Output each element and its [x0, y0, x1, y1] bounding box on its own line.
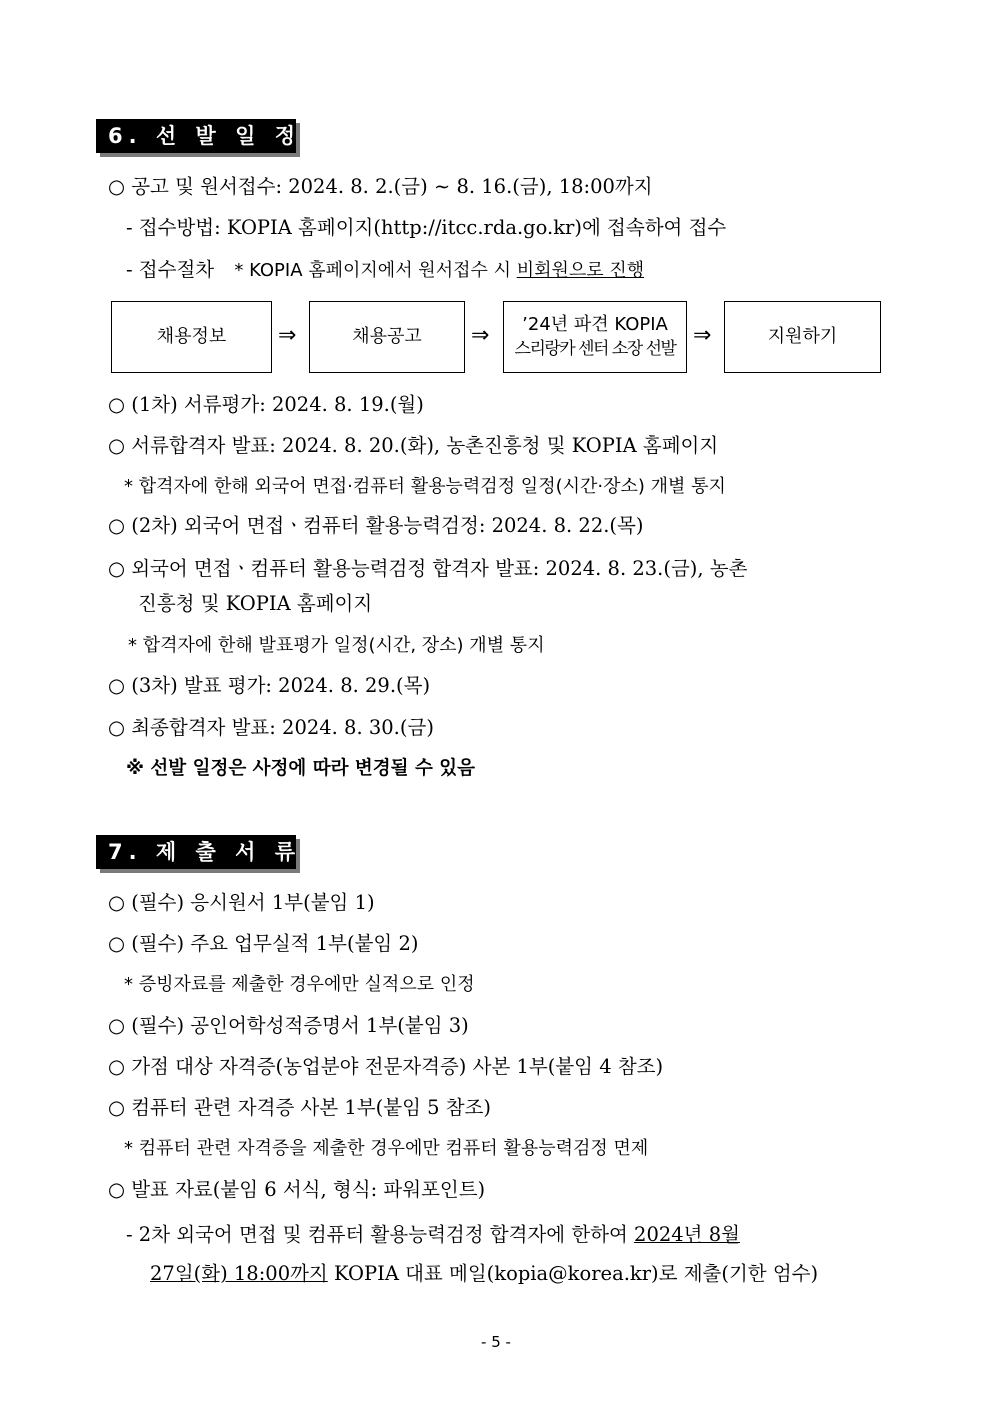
presentation-eval-line: ○ (3차) 발표 평가: 2024. 8. 29.(목) — [108, 674, 431, 697]
deadline-date-part1: 2024년 8월 — [634, 1223, 740, 1246]
interview-notice-line: * 합격자에 한해 외국어 면접·컴퓨터 활용능력검정 일정(시간·장소) 개별 통지 — [124, 476, 726, 497]
flow-box-job-posting — [309, 301, 465, 373]
deadline-text: - 2차 외국어 면접 및 컴퓨터 활용능력검정 합격자에 한하여 — [126, 1223, 635, 1246]
procedure-label: - 접수절차 — [126, 258, 215, 281]
section-6-title: 6. 선 발 일 정 — [96, 119, 296, 153]
flow-arrow-2: ⇒ — [471, 323, 490, 348]
doc-presentation-deadline — [126, 1221, 740, 1249]
doc-language-cert: ○ (필수) 공인어학성적증명서 1부(붙임 3) — [108, 1014, 469, 1037]
section-7-title: 7. 제 출 서 류 — [96, 835, 296, 869]
presentation-notice-line: * 합격자에 한해 발표평가 일정(시간, 장소) 개별 통지 — [128, 635, 545, 656]
schedule-change-note: ※ 선발 일정은 사정에 따라 변경될 수 있음 — [126, 758, 476, 779]
flow-arrow-3: ⇒ — [693, 323, 712, 348]
procedure-note: * KOPIA 홈페이지에서 원서접수 시 — [234, 260, 517, 281]
application-procedure-line — [126, 256, 644, 285]
procedure-note-underlined: 비회원으로 진행 — [516, 260, 645, 281]
deadline-email-text: KOPIA 대표 메일(kopia@korea.kr)로 제출(기한 엄수) — [327, 1262, 819, 1285]
document-review-line: ○ (1차) 서류평가: 2024. 8. 19.(월) — [108, 393, 424, 416]
doc-work-record: ○ (필수) 주요 업무실적 1부(붙임 2) — [108, 932, 419, 955]
interview-pass-line-cont: 진흥청 및 KOPIA 홈페이지 — [138, 592, 373, 615]
flow-box-job-info — [111, 301, 272, 373]
flow-box-job-posting-label: 채용공고 — [352, 326, 422, 347]
doc-presentation-deadline-cont — [150, 1260, 818, 1288]
deadline-date-part2: 27일(화) 18:00까지 — [150, 1262, 328, 1285]
flow-box-center-director — [503, 301, 687, 373]
application-method-line: - 접수방법: KOPIA 홈페이지(http://itcc.rda.go.kr)에 접속하여 접수 — [126, 216, 727, 239]
page-number: - 5 - — [481, 1333, 511, 1351]
doc-computer-cert: ○ 컴퓨터 관련 자격증 사본 1부(붙임 5 참조) — [108, 1096, 491, 1119]
flow-arrow-1: ⇒ — [278, 323, 297, 348]
announcement-line: ○ 공고 및 원서접수: 2024. 8. 2.(금) ∼ 8. 16.(금), 18:00까지 — [108, 175, 653, 198]
flow-box-center-director-line2: 스리랑카 센터 소장 선발 — [514, 339, 676, 359]
doc-presentation: ○ 발표 자료(붙임 6 서식, 형식: 파워포인트) — [108, 1178, 486, 1201]
interview-date-line: ○ (2차) 외국어 면접ㆍ컴퓨터 활용능력검정: 2024. 8. 22.(목) — [108, 514, 644, 537]
document-pass-announcement-line: ○ 서류합격자 발표: 2024. 8. 20.(화), 농촌진흥청 및 KOPIA 홈페이지 — [108, 434, 719, 457]
final-announcement-line: ○ 최종합격자 발표: 2024. 8. 30.(금) — [108, 716, 434, 739]
flow-box-job-info-label: 채용정보 — [156, 326, 227, 347]
flow-box-apply-label: 지원하기 — [767, 326, 838, 347]
doc-work-record-note: * 증빙자료를 제출한 경우에만 실적으로 인정 — [124, 974, 475, 995]
doc-bonus-cert: ○ 가점 대상 자격증(농업분야 전문자격증) 사본 1부(붙임 4 참조) — [108, 1055, 664, 1078]
interview-pass-line: ○ 외국어 면접ㆍ컴퓨터 활용능력검정 합격자 발표: 2024. 8. 23.(금), 농촌 — [108, 557, 748, 580]
doc-computer-cert-note: * 컴퓨터 관련 자격증을 제출한 경우에만 컴퓨터 활용능력검정 면제 — [124, 1138, 649, 1159]
flow-box-apply — [724, 301, 881, 373]
flow-box-center-director-line1: ’24년 파견 KOPIA — [522, 314, 668, 335]
doc-application-form: ○ (필수) 응시원서 1부(붙임 1) — [108, 891, 375, 914]
